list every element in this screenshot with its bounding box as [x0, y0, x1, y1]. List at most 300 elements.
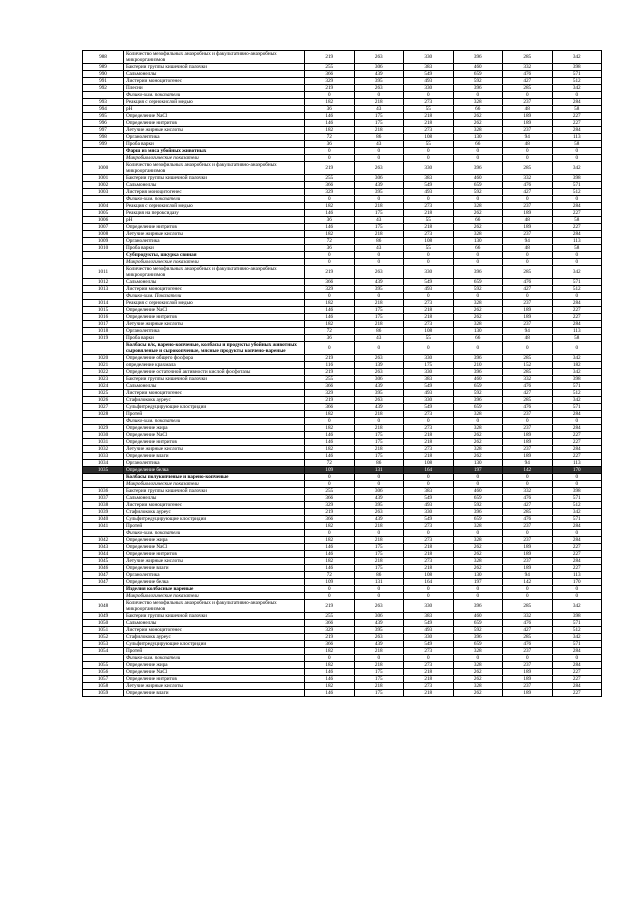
- row-number: 993: [83, 99, 124, 106]
- row-number: 1057: [83, 676, 124, 683]
- price-cell: 189: [503, 307, 553, 314]
- price-cell: 262: [453, 307, 503, 314]
- price-cell: 284: [552, 231, 602, 238]
- price-cell: 86: [354, 134, 404, 141]
- price-cell: 330: [404, 397, 454, 404]
- price-cell: 164: [404, 467, 454, 474]
- price-cell: 0: [552, 155, 602, 162]
- price-cell: 273: [404, 425, 454, 432]
- row-name: Бактерии группы кишечной палочки: [124, 613, 305, 620]
- price-cell: 592: [453, 390, 503, 397]
- price-cell: 0: [354, 196, 404, 203]
- document-page: [82, 50, 602, 697]
- price-cell: 255: [305, 488, 355, 495]
- price-cell: 285: [503, 51, 553, 64]
- price-cell: 227: [552, 565, 602, 572]
- row-number: 1008: [83, 231, 124, 238]
- price-cell: 175: [354, 669, 404, 676]
- row-name: Микробиологические показатели: [124, 155, 305, 162]
- price-cell: 237: [503, 648, 553, 655]
- price-cell: 0: [305, 418, 355, 425]
- price-cell: 255: [305, 64, 355, 71]
- row-number: 1019: [83, 335, 124, 342]
- price-cell: 285: [503, 397, 553, 404]
- row-name: Определение общего фосфора: [124, 355, 305, 362]
- table-row: [83, 565, 602, 572]
- price-cell: 0: [404, 252, 454, 259]
- price-cell: 0: [305, 655, 355, 662]
- price-cell: 0: [305, 92, 355, 99]
- price-cell: 330: [404, 369, 454, 376]
- table-row: [83, 252, 602, 259]
- price-cell: 571: [552, 182, 602, 189]
- row-name: Листерии моноцитогенес: [124, 390, 305, 397]
- price-cell: 330: [404, 509, 454, 516]
- price-cell: 197: [453, 467, 503, 474]
- price-cell: 189: [503, 676, 553, 683]
- price-cell: 58: [552, 245, 602, 252]
- price-cell: 48: [503, 106, 553, 113]
- price-cell: 237: [503, 321, 553, 328]
- table-row: [83, 99, 602, 106]
- price-cell: 328: [453, 300, 503, 307]
- row-name: Количество мезофильных анаэробных и факультативно-анаэробных микроорганизмов: [124, 266, 305, 279]
- price-cell: 0: [354, 342, 404, 355]
- price-cell: 0: [552, 148, 602, 155]
- price-cell: 227: [552, 113, 602, 120]
- table-row: [83, 266, 602, 279]
- row-number: [83, 293, 124, 300]
- price-cell: 273: [404, 662, 454, 669]
- row-name: Проба варки: [124, 141, 305, 148]
- price-cell: 219: [305, 266, 355, 279]
- price-cell: 66: [453, 217, 503, 224]
- price-cell: 0: [453, 342, 503, 355]
- table-row: [83, 120, 602, 127]
- row-name: Плесни: [124, 85, 305, 92]
- price-cell: 332: [503, 64, 553, 71]
- price-cell: 210: [453, 362, 503, 369]
- price-cell: 0: [404, 474, 454, 481]
- row-name: Летучие жирные кислоты: [124, 321, 305, 328]
- price-cell: 218: [404, 314, 454, 321]
- row-name: Сульфитредуцирующие клостридии: [124, 641, 305, 648]
- price-cell: 218: [404, 453, 454, 460]
- price-cell: 383: [404, 488, 454, 495]
- row-name: Летучие жирные кислоты: [124, 558, 305, 565]
- row-name: Определение нитритов: [124, 120, 305, 127]
- price-cell: 55: [404, 217, 454, 224]
- price-cell: 0: [305, 252, 355, 259]
- price-cell: 0: [305, 155, 355, 162]
- row-number: 1047: [83, 572, 124, 579]
- table-row: [83, 64, 602, 71]
- price-cell: 460: [453, 613, 503, 620]
- price-cell: 332: [503, 488, 553, 495]
- price-cell: 284: [552, 523, 602, 530]
- price-cell: 219: [305, 355, 355, 362]
- price-cell: 0: [404, 481, 454, 488]
- price-cell: 273: [404, 683, 454, 690]
- table-row: [83, 453, 602, 460]
- price-cell: 512: [552, 627, 602, 634]
- table-row: [83, 203, 602, 210]
- price-cell: 218: [404, 210, 454, 217]
- row-name: Стафилококк ауреус: [124, 397, 305, 404]
- price-cell: 0: [404, 593, 454, 600]
- price-cell: 284: [552, 411, 602, 418]
- price-cell: 330: [404, 634, 454, 641]
- price-cell: 0: [404, 342, 454, 355]
- table-row: [83, 648, 602, 655]
- row-number: 1045: [83, 558, 124, 565]
- price-cell: 219: [305, 600, 355, 613]
- price-cell: 255: [305, 175, 355, 182]
- row-name: Листерии моноцитогенес: [124, 627, 305, 634]
- price-cell: 227: [552, 224, 602, 231]
- price-cell: 48: [503, 335, 553, 342]
- price-cell: 330: [404, 600, 454, 613]
- price-cell: 476: [503, 404, 553, 411]
- row-number: 1020: [83, 355, 124, 362]
- price-cell: 182: [305, 446, 355, 453]
- price-cell: 218: [404, 224, 454, 231]
- price-cell: 86: [354, 572, 404, 579]
- price-cell: 427: [503, 78, 553, 85]
- price-cell: 592: [453, 502, 503, 509]
- row-name: Определение нитритов: [124, 676, 305, 683]
- table-row: [83, 558, 602, 565]
- price-cell: 273: [404, 231, 454, 238]
- price-cell: 0: [503, 474, 553, 481]
- price-cell: 146: [305, 544, 355, 551]
- row-number: 1030: [83, 432, 124, 439]
- price-cell: 262: [453, 544, 503, 551]
- price-cell: 284: [552, 300, 602, 307]
- price-cell: 0: [305, 474, 355, 481]
- table-row: [83, 481, 602, 488]
- price-cell: 72: [305, 238, 355, 245]
- price-cell: 493: [404, 78, 454, 85]
- price-cell: 131: [354, 467, 404, 474]
- price-cell: 0: [305, 259, 355, 266]
- price-cell: 0: [453, 148, 503, 155]
- price-cell: 227: [552, 544, 602, 551]
- price-cell: 493: [404, 286, 454, 293]
- price-cell: 0: [404, 259, 454, 266]
- price-cell: 659: [453, 279, 503, 286]
- row-name: Физико-хим. показатели: [124, 92, 305, 99]
- price-cell: 330: [404, 266, 454, 279]
- table-row: [83, 383, 602, 390]
- price-cell: 48: [503, 245, 553, 252]
- table-row: [83, 502, 602, 509]
- price-cell: 262: [453, 314, 503, 321]
- price-cell: 48: [503, 217, 553, 224]
- price-cell: 328: [453, 425, 503, 432]
- price-cell: 342: [552, 369, 602, 376]
- row-number: 1037: [83, 495, 124, 502]
- price-cell: 227: [552, 314, 602, 321]
- price-cell: 427: [503, 189, 553, 196]
- table-row: [83, 446, 602, 453]
- row-number: 1046: [83, 565, 124, 572]
- price-cell: 237: [503, 558, 553, 565]
- price-cell: 263: [354, 634, 404, 641]
- row-name: Микробиологические показатели: [124, 593, 305, 600]
- row-number: 990: [83, 71, 124, 78]
- price-cell: 0: [552, 418, 602, 425]
- row-name: Определение NaCl: [124, 669, 305, 676]
- row-number: 1004: [83, 203, 124, 210]
- price-cell: 342: [552, 397, 602, 404]
- row-number: 1049: [83, 613, 124, 620]
- price-cell: 285: [503, 162, 553, 175]
- price-cell: 659: [453, 182, 503, 189]
- row-number: [83, 481, 124, 488]
- price-cell: 175: [354, 439, 404, 446]
- price-cell: 175: [354, 120, 404, 127]
- row-name: Реакция с сернокислой медью: [124, 99, 305, 106]
- price-cell: 329: [305, 627, 355, 634]
- price-cell: 439: [354, 182, 404, 189]
- row-name: Физико-хим. показатели: [124, 418, 305, 425]
- price-cell: 476: [503, 182, 553, 189]
- price-cell: 0: [305, 196, 355, 203]
- row-name: определение крахмала: [124, 362, 305, 369]
- price-cell: 0: [503, 418, 553, 425]
- price-cell: 0: [404, 155, 454, 162]
- price-cell: 328: [453, 127, 503, 134]
- price-cell: 164: [404, 579, 454, 586]
- price-cell: 439: [354, 495, 404, 502]
- row-name: Летучие жирные кислоты: [124, 683, 305, 690]
- price-cell: 0: [354, 293, 404, 300]
- price-cell: 175: [354, 210, 404, 217]
- price-cell: 0: [453, 530, 503, 537]
- table-row: [83, 593, 602, 600]
- table-row: [83, 328, 602, 335]
- price-cell: 512: [552, 189, 602, 196]
- price-cell: 0: [503, 252, 553, 259]
- price-cell: 113: [552, 328, 602, 335]
- price-cell: 0: [453, 259, 503, 266]
- price-cell: 396: [453, 266, 503, 279]
- row-name: Органолептика: [124, 238, 305, 245]
- price-cell: 36: [305, 106, 355, 113]
- row-number: 1043: [83, 544, 124, 551]
- price-cell: 571: [552, 516, 602, 523]
- row-name: pH: [124, 106, 305, 113]
- price-cell: 94: [503, 134, 553, 141]
- row-number: 997: [83, 127, 124, 134]
- price-cell: 383: [404, 175, 454, 182]
- price-cell: 227: [552, 690, 602, 697]
- row-number: 1059: [83, 690, 124, 697]
- table-row: [83, 627, 602, 634]
- price-cell: 328: [453, 99, 503, 106]
- table-row: [83, 676, 602, 683]
- row-number: 1041: [83, 523, 124, 530]
- price-cell: 0: [552, 593, 602, 600]
- price-cell: 146: [305, 210, 355, 217]
- price-cell: 330: [404, 85, 454, 92]
- price-cell: 0: [305, 530, 355, 537]
- price-cell: 0: [354, 259, 404, 266]
- table-row: [83, 321, 602, 328]
- row-name: Колбасы в/к, варено-копченые, колбасы и продукты убойных животных сыровяленые и сырокопченые, мясные продукты копчено-вареные: [124, 342, 305, 355]
- price-cell: 58: [552, 106, 602, 113]
- price-cell: 0: [453, 474, 503, 481]
- price-cell: 219: [305, 634, 355, 641]
- table-row: [83, 189, 602, 196]
- price-cell: 284: [552, 537, 602, 544]
- price-cell: 219: [305, 369, 355, 376]
- price-cell: 398: [552, 488, 602, 495]
- table-row: [83, 245, 602, 252]
- price-cell: 366: [305, 383, 355, 390]
- price-cell: 328: [453, 411, 503, 418]
- price-cell: 366: [305, 404, 355, 411]
- row-name: Стафилококк ауреус: [124, 509, 305, 516]
- row-name: Определение жира: [124, 537, 305, 544]
- price-cell: 175: [354, 314, 404, 321]
- price-cell: 476: [503, 641, 553, 648]
- price-cell: 43: [354, 141, 404, 148]
- price-cell: 175: [354, 224, 404, 231]
- table-row: [83, 488, 602, 495]
- price-cell: 189: [503, 439, 553, 446]
- table-row: [83, 155, 602, 162]
- price-cell: 175: [354, 432, 404, 439]
- row-name: Сальмонеллы: [124, 279, 305, 286]
- price-cell: 43: [354, 106, 404, 113]
- table-row: [83, 134, 602, 141]
- price-cell: 460: [453, 64, 503, 71]
- price-cell: 439: [354, 620, 404, 627]
- row-number: [83, 155, 124, 162]
- price-cell: 0: [453, 586, 503, 593]
- row-number: [83, 530, 124, 537]
- row-number: 1053: [83, 641, 124, 648]
- row-name: Физико-хим. показатели: [124, 655, 305, 662]
- price-cell: 219: [305, 85, 355, 92]
- row-number: 995: [83, 113, 124, 120]
- price-cell: 142: [503, 579, 553, 586]
- price-cell: 439: [354, 404, 404, 411]
- table-row: [83, 620, 602, 627]
- price-cell: 66: [453, 106, 503, 113]
- price-cell: 592: [453, 627, 503, 634]
- row-name: Сульфитредуцирующие клостридии: [124, 404, 305, 411]
- table-row: [83, 85, 602, 92]
- price-cell: 182: [305, 99, 355, 106]
- row-number: 1022: [83, 369, 124, 376]
- price-cell: 218: [404, 113, 454, 120]
- price-cell: 189: [503, 314, 553, 321]
- price-cell: 284: [552, 127, 602, 134]
- price-cell: 189: [503, 669, 553, 676]
- price-cell: 328: [453, 648, 503, 655]
- price-cell: 218: [354, 558, 404, 565]
- price-cell: 329: [305, 78, 355, 85]
- row-name: Бактерии группы кишечной палочки: [124, 376, 305, 383]
- table-row: [83, 78, 602, 85]
- price-cell: 146: [305, 314, 355, 321]
- price-cell: 285: [503, 85, 553, 92]
- price-cell: 113: [552, 238, 602, 245]
- row-name: Реакция с сернокислой медью: [124, 300, 305, 307]
- price-cell: 0: [552, 474, 602, 481]
- price-cell: 284: [552, 558, 602, 565]
- price-cell: 273: [404, 321, 454, 328]
- price-cell: 182: [305, 425, 355, 432]
- table-row: [83, 286, 602, 293]
- price-cell: 571: [552, 383, 602, 390]
- row-number: 1029: [83, 425, 124, 432]
- price-cell: 398: [552, 376, 602, 383]
- table-row: [83, 92, 602, 99]
- price-cell: 0: [404, 92, 454, 99]
- price-cell: 182: [305, 683, 355, 690]
- row-name: Сальмонеллы: [124, 383, 305, 390]
- price-cell: 43: [354, 217, 404, 224]
- row-number: 1009: [83, 238, 124, 245]
- table-row: [83, 586, 602, 593]
- row-name: Физико-хим. показатели: [124, 530, 305, 537]
- price-cell: 182: [305, 537, 355, 544]
- price-cell: 146: [305, 551, 355, 558]
- price-cell: 571: [552, 71, 602, 78]
- price-cell: 72: [305, 328, 355, 335]
- price-cell: 0: [453, 92, 503, 99]
- price-cell: 0: [404, 418, 454, 425]
- price-cell: 66: [453, 245, 503, 252]
- table-row: [83, 439, 602, 446]
- price-cell: 332: [503, 376, 553, 383]
- price-cell: 218: [354, 425, 404, 432]
- price-cell: 396: [453, 369, 503, 376]
- price-cell: 396: [453, 162, 503, 175]
- price-cell: 342: [552, 162, 602, 175]
- price-cell: 0: [354, 593, 404, 600]
- price-cell: 189: [503, 551, 553, 558]
- price-cell: 273: [404, 127, 454, 134]
- price-cell: 493: [404, 189, 454, 196]
- price-cell: 219: [305, 51, 355, 64]
- price-cell: 0: [503, 593, 553, 600]
- price-cell: 218: [354, 683, 404, 690]
- table-row: [83, 669, 602, 676]
- price-cell: 218: [354, 446, 404, 453]
- price-cell: 285: [503, 634, 553, 641]
- price-cell: 306: [354, 488, 404, 495]
- price-cell: 189: [503, 690, 553, 697]
- price-cell: 493: [404, 390, 454, 397]
- price-cell: 0: [552, 481, 602, 488]
- row-number: 1031: [83, 439, 124, 446]
- price-cell: 328: [453, 203, 503, 210]
- table-row: [83, 355, 602, 362]
- table-row: [83, 404, 602, 411]
- price-cell: 0: [552, 92, 602, 99]
- table-row: [83, 196, 602, 203]
- price-cell: 0: [552, 342, 602, 355]
- table-row: [83, 162, 602, 175]
- price-cell: 273: [404, 648, 454, 655]
- table-row: [83, 537, 602, 544]
- price-cell: 0: [503, 196, 553, 203]
